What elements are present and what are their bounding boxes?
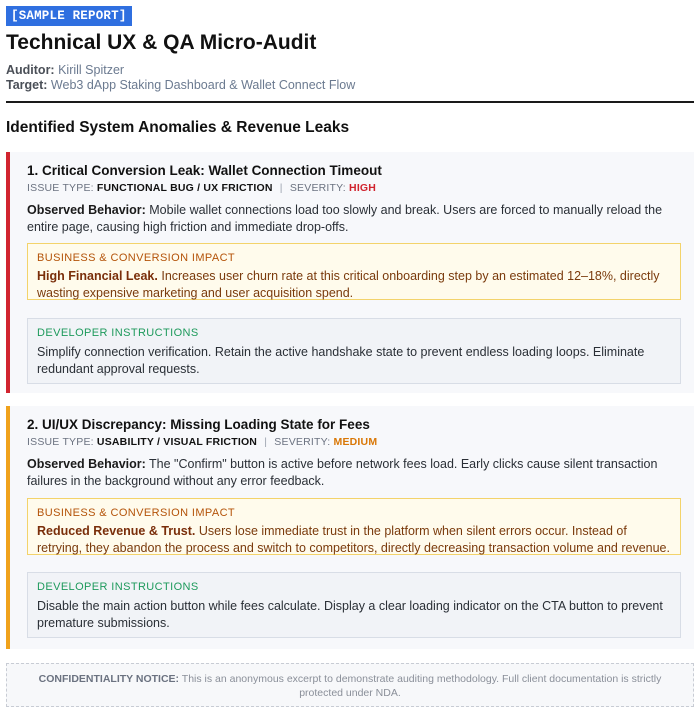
severity-value: MEDIUM <box>333 436 378 448</box>
observed-text: Mobile wallet connections load too slowly and break. Users are forced to manually reload the entire page, causing high friction and immediate drop-offs. <box>27 203 663 234</box>
impact-text: Increases user churn rate at this critical onboarding step by an estimated 12–18%, directly wasting expensive marketing and user acquisition spend. <box>37 269 660 300</box>
business-impact-box <box>27 498 681 555</box>
issue-meta <box>27 436 377 449</box>
meta-separator: | <box>264 436 268 448</box>
dev-header: DEVELOPER INSTRUCTIONS <box>37 327 199 339</box>
impact-body <box>37 268 671 301</box>
notice-label: CONFIDENTIALITY NOTICE: <box>38 673 180 685</box>
severity-label: SEVERITY: <box>289 182 346 194</box>
impact-body <box>37 523 671 556</box>
target-label: Target: <box>6 78 48 92</box>
dev-header: DEVELOPER INSTRUCTIONS <box>37 581 199 593</box>
impact-lead: Reduced Revenue & Trust. <box>37 524 196 538</box>
issue-type-label: ISSUE TYPE: <box>27 182 94 194</box>
header-divider <box>6 101 694 103</box>
issue-type-label: ISSUE TYPE: <box>27 436 94 448</box>
sample-report-badge: [SAMPLE REPORT] <box>6 6 132 26</box>
observed-behavior <box>27 202 681 235</box>
issue-type-value: FUNCTIONAL BUG / UX FRICTION <box>96 182 273 194</box>
issue-title: 2. UI/UX Discrepancy: Missing Loading State for Fees <box>27 417 370 432</box>
auditor-line <box>6 63 124 78</box>
auditor-name: Kirill Spitzer <box>58 63 125 77</box>
severity-label: SEVERITY: <box>274 436 331 448</box>
confidentiality-notice <box>6 663 694 707</box>
observed-text: The "Confirm" button is active before network fees load. Early clicks cause silent transaction failures in the background without any error feedback. <box>27 457 658 488</box>
issue-title: 1. Critical Conversion Leak: Wallet Connection Timeout <box>27 163 382 178</box>
developer-instructions-box <box>27 318 681 384</box>
target-line <box>6 78 355 93</box>
notice-text: This is an anonymous excerpt to demonstrate auditing methodology. Full client documentation is strictly protected under NDA. <box>179 673 662 699</box>
issue-card-2 <box>6 406 694 649</box>
impact-lead: High Financial Leak. <box>37 269 158 283</box>
section-heading: Identified System Anomalies & Revenue Leaks <box>6 119 350 136</box>
observed-label: Observed Behavior: <box>27 203 146 217</box>
issue-card-1 <box>6 152 694 393</box>
report-title: Technical UX & QA Micro-Audit <box>6 31 317 54</box>
observed-behavior <box>27 456 681 489</box>
issue-meta <box>27 182 376 195</box>
impact-text: Users lose immediate trust in the platform when silent errors occur. Instead of retrying, they abandon the process and switch to competitors, directly decreasing transaction volume and revenue. <box>37 524 670 555</box>
dev-text: Simplify connection verification. Retain the active handshake state to prevent endless loading loops. Eliminate redundant approval requests. <box>37 345 645 376</box>
issue-type-value: USABILITY / VISUAL FRICTION <box>96 436 258 448</box>
observed-label: Observed Behavior: <box>27 457 146 471</box>
meta-separator: | <box>279 182 283 194</box>
dev-text: Disable the main action button while fees calculate. Display a clear loading indicator on the CTA button to prevent premature submissions. <box>37 599 663 630</box>
severity-value: HIGH <box>349 182 377 194</box>
target-name: Web3 dApp Staking Dashboard & Wallet Connect Flow <box>50 78 356 92</box>
impact-header: BUSINESS & CONVERSION IMPACT <box>37 507 236 519</box>
business-impact-box <box>27 243 681 300</box>
developer-instructions-box <box>27 572 681 638</box>
auditor-label: Auditor: <box>6 63 55 77</box>
impact-header: BUSINESS & CONVERSION IMPACT <box>37 252 236 264</box>
